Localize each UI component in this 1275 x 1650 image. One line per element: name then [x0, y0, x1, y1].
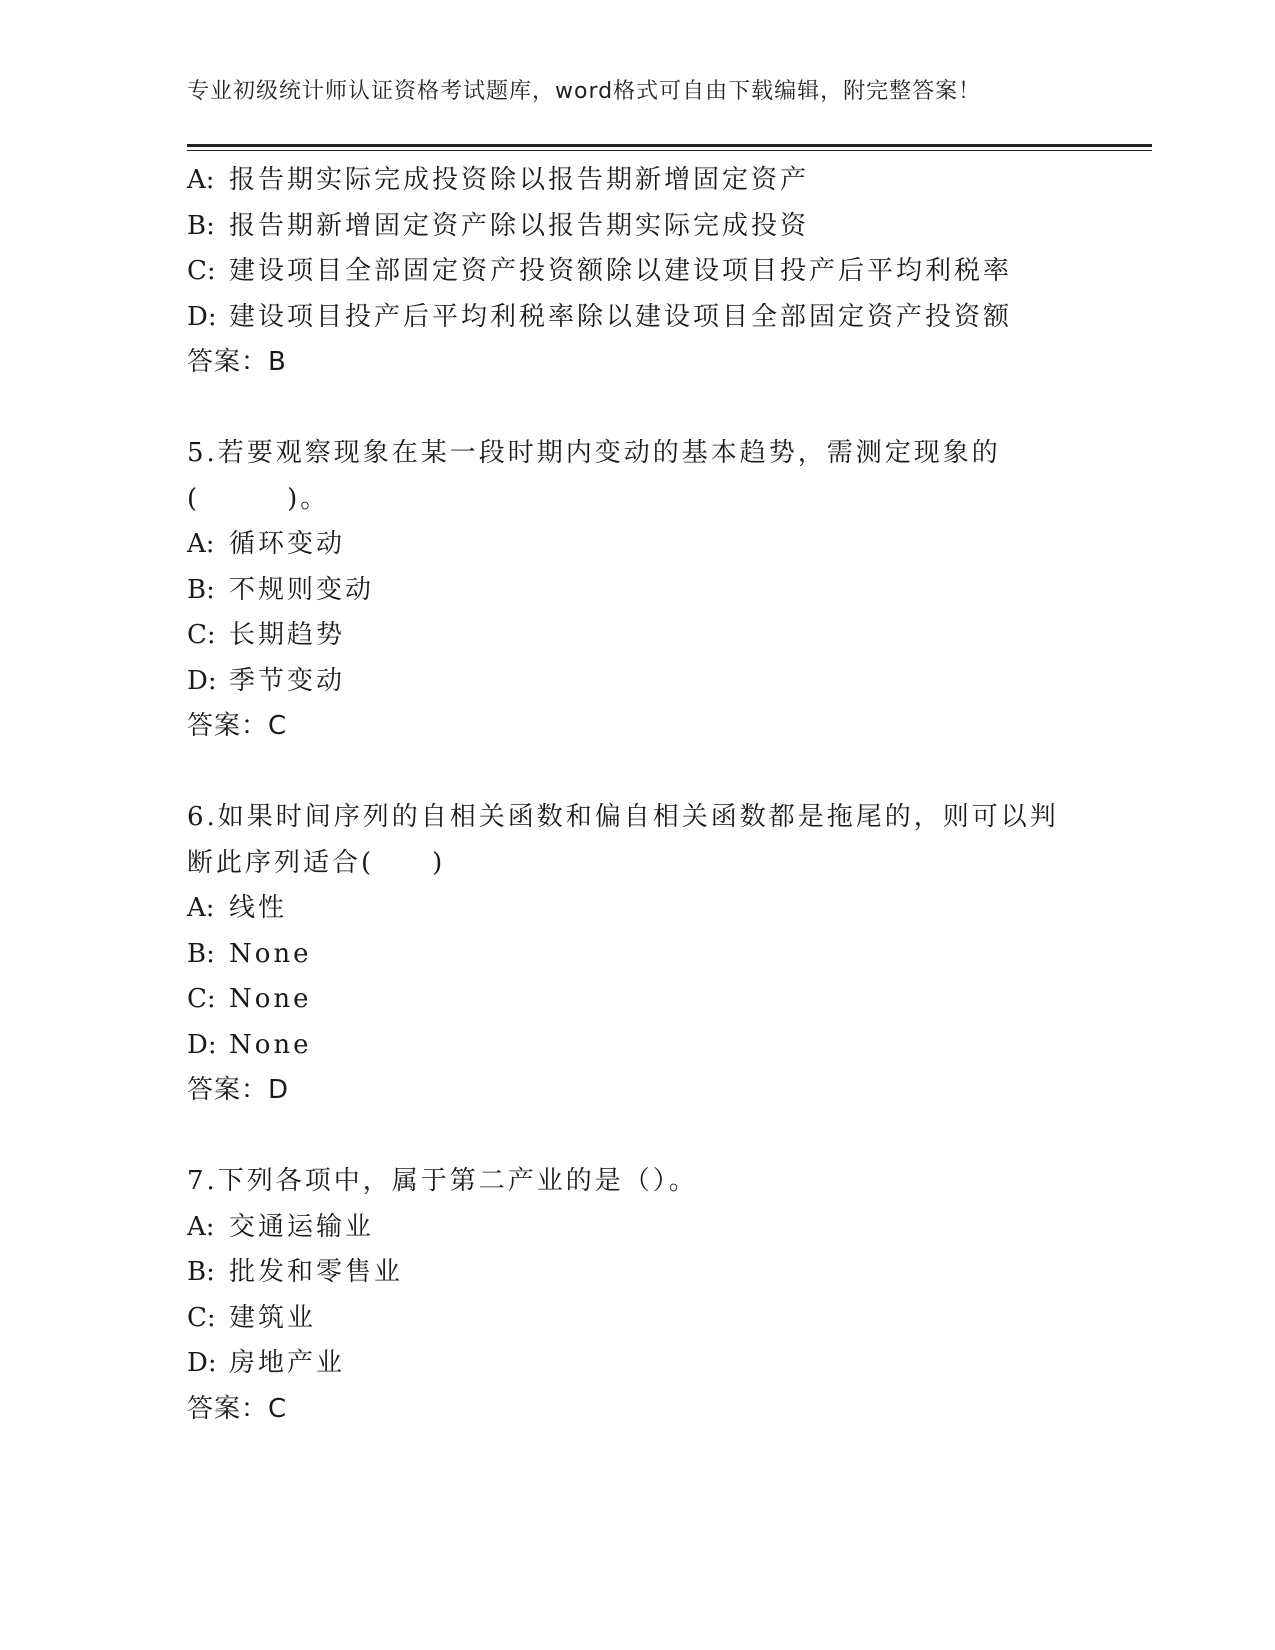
- option-a: A: 报告期实际完成投资除以报告期新增固定资产: [187, 165, 810, 195]
- option-c: C: 建设项目全部固定资产投资额除以建设项目投产后平均利税率: [187, 256, 1013, 286]
- option-c: C: 建筑业: [187, 1302, 317, 1333]
- option-a: A: 交通运输业: [187, 1211, 375, 1242]
- question-stem: 6.如果时间序列的自相关函数和偏自相关函数都是拖尾的，则可以判: [187, 802, 1059, 832]
- answer-line: 答案：C: [187, 1393, 288, 1424]
- page-header: 专业初级统计师认证资格考试题库，word格式可自由下载编辑，附完整答案！: [187, 79, 982, 104]
- answer-line: 答案：B: [187, 347, 287, 377]
- option-b: B: 报告期新增固定资产除以报告期实际完成投资: [187, 210, 810, 241]
- question-content: [187, 158, 1067, 1432]
- header-rule-thin: [187, 150, 1152, 151]
- option-d: D: 季节变动: [187, 665, 346, 696]
- spacer: [187, 750, 1067, 796]
- answer-line: 答案：C: [187, 711, 288, 741]
- question-stem: 5.若要观察现象在某一段时期内变动的基本趋势，需测定现象的: [187, 438, 1001, 468]
- answer-line: 答案：D: [187, 1075, 290, 1105]
- option-c: C: 长期趋势: [187, 620, 346, 650]
- option-c: C: None: [187, 984, 312, 1014]
- option-a: A: 循环变动: [187, 529, 346, 559]
- option-b: B: None: [187, 938, 312, 969]
- question-stem: 7.下列各项中，属于第二产业的是（）。: [187, 1166, 698, 1196]
- option-a: A: 线性: [187, 893, 288, 923]
- question-5: [187, 431, 1067, 750]
- header-rule-thick: [187, 144, 1152, 147]
- question-6: [187, 795, 1067, 1114]
- question-4-options: [187, 158, 1067, 386]
- option-b: B: 批发和零售业: [187, 1257, 404, 1287]
- option-d: D: None: [187, 1029, 312, 1060]
- option-d: D: 建设项目投产后平均利税率除以建设项目全部固定资产投资额: [187, 301, 1013, 332]
- option-b: B: 不规则变动: [187, 574, 375, 605]
- question-7: [187, 1159, 1067, 1432]
- option-d: D: 房地产业: [187, 1348, 346, 1378]
- question-stem-cont: 断此序列适合( ): [187, 847, 446, 878]
- spacer: [187, 386, 1067, 432]
- question-stem-cont: ( )。: [187, 483, 330, 514]
- spacer: [187, 1114, 1067, 1160]
